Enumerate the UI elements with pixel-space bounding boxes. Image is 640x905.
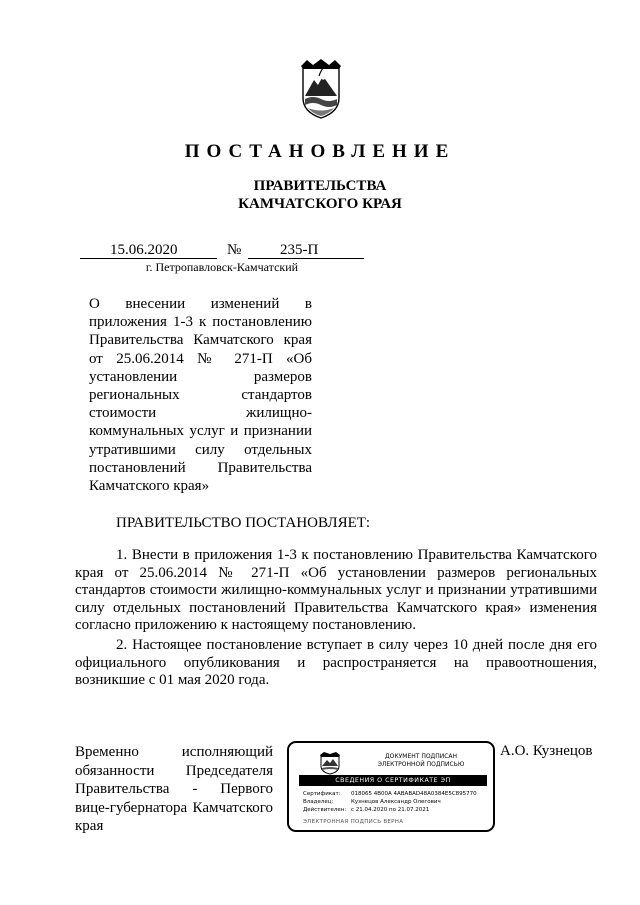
stamp-emblem-icon xyxy=(319,751,341,775)
document-number: 235-П xyxy=(280,242,319,258)
signer-name: А.О. Кузнецов xyxy=(500,743,593,759)
date-number-line xyxy=(80,243,364,259)
stamp-heading xyxy=(351,753,491,769)
stamp-owner-row xyxy=(303,799,441,806)
stamp-validity-label: Действителен: xyxy=(303,807,347,813)
stamp-certificate-value: 018065 4B00A 4ABABAD48A0384E5C895770 xyxy=(351,791,477,797)
stamp-validity-value: с 21.04.2020 по 21.07.2021 xyxy=(351,807,430,813)
paragraph-2: 2. Настоящее постановление вступает в силу через 10 дней после дня его официального опубликования и распространяется на правоотношения, возникшие с 01 мая 2020 года. xyxy=(75,637,597,688)
stamp-heading-line-2: ЭЛЕКТРОННОЙ ПОДПИСЬЮ xyxy=(377,761,465,768)
signer-position: Временно исполняющий обязанности Председателя Правительства - Первого вице-губернатора Камчатского края xyxy=(75,744,273,834)
stamp-owner-label: Владелец: xyxy=(303,799,334,805)
decree-statement: ПРАВИТЕЛЬСТВО ПОСТАНОВЛЯЕТ: xyxy=(116,515,371,531)
stamp-footer: ЭЛЕКТРОННАЯ ПОДПИСЬ ВЕРНА xyxy=(303,819,404,825)
stamp-certificate-bar: СВЕДЕНИЯ О СЕРТИФИКАТЕ ЭП xyxy=(299,775,487,786)
number-sign: № xyxy=(227,242,242,258)
issuer-line-2: КАМЧАТСКОГО КРАЯ xyxy=(238,196,402,212)
paragraph-1: 1. Внести в приложения 1-3 к постановлению Правительства Камчатского края от 25.06.2014 № 271-П «Об установлении размеров региональных стандартов стоимости жилищно-коммунальных услуг и признании утратившими силу отдельных постановлений Правительства Камчатского края» изменения согласно приложению к настоящему постановлению. xyxy=(75,547,597,633)
stamp-certificate-row xyxy=(303,791,477,798)
stamp-validity-row xyxy=(303,807,429,814)
electronic-signature-stamp xyxy=(287,741,495,832)
document-date: 15.06.2020 xyxy=(110,242,178,258)
stamp-heading-line-1: ДОКУМЕНТ ПОДПИСАН xyxy=(384,753,458,760)
issuer-line-1: ПРАВИТЕЛЬСТВА xyxy=(253,178,387,194)
city-of-issue: г. Петропавловск-Камчатский xyxy=(145,260,299,274)
document-type-heading: ПОСТАНОВЛЕНИЕ xyxy=(184,141,456,162)
document-subject: О внесении изменений в приложения 1-3 к постановлению Правительства Камчатского края от 25.06.2014 № 271-П «Об установлении размеров региональных стандартов стоимости жилищно-коммунальных услуг и признании утратившими силу отдельных постановлений Правительства Камчатского края» xyxy=(89,296,312,495)
stamp-certificate-label: Сертификат: xyxy=(303,791,341,797)
stamp-owner-value: Кузнецов Александр Олегович xyxy=(351,799,441,805)
coat-of-arms-icon xyxy=(299,58,343,120)
